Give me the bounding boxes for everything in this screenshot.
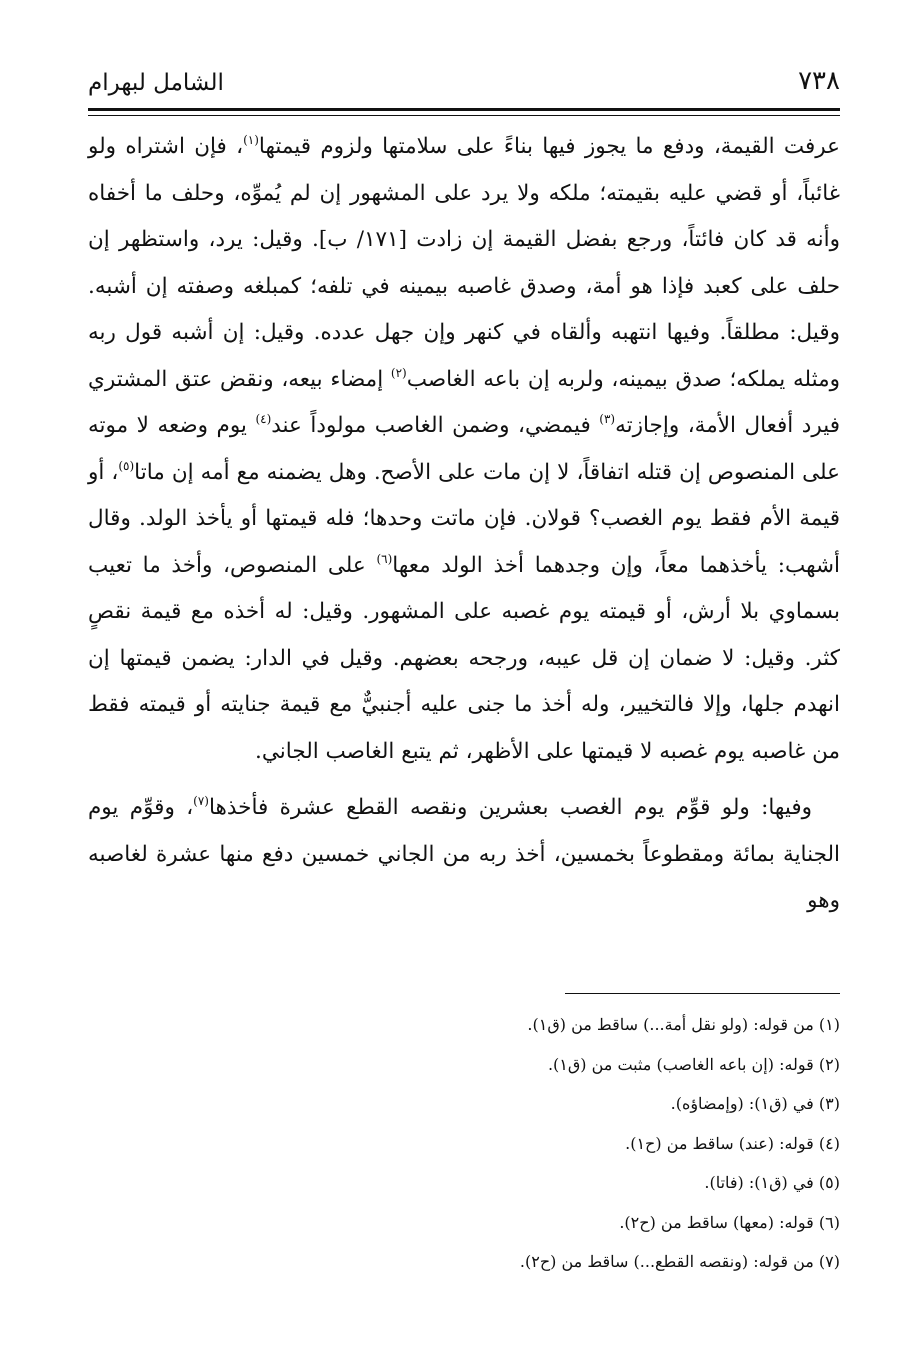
text-span: إمضاء بيعه، ونقض عتق المشتري فيرد أفعال الأمة، وإجازته bbox=[88, 366, 840, 438]
text-span: يوم وضعه لا موته على المنصوص إن قتله اتفاقاً، لا إن مات على الأصح. وهل يضمنه مع أمه إن ماتا bbox=[88, 413, 840, 485]
footnote-2: (٢) قوله: (إن باعه الغاصب) مثبت من (ق١). bbox=[547, 1054, 840, 1074]
footnote-marker-3: (٣) bbox=[599, 412, 616, 426]
footnote-separator bbox=[565, 993, 840, 994]
footnote-marker-4: (٤) bbox=[255, 412, 272, 426]
text-span: ، أو قيمة الأم فقط يوم الغصب؟ قولان. فإن ماتت وحدها؛ فله قيمتها أو يأخذ الولد. وقال أشهب: يأخذهما معاً، وإن وجدهما أخذ الولد معها bbox=[88, 459, 840, 578]
text-span: ، فإن اشتراه ولو غائباً، أو قضي عليه بقيمته؛ ملكه ولا يرد على المشهور إن لم يُموِّه، وحلف ما أخفاه وأنه قد كان فائتاً، ورجع بفضل القيمة إن زادت [١٧١/ ب]. وقيل: يرد، واستظهر إن حلف على كعبد فإذا هو أمة، وصدق غاصبه بيمينه في تلفه؛ كمبلغه وصفته إن أشبه. وقيل: مطلقاً. وفيها انتهبه وألقاه في كنهر وإن جهل عدده. وقيل: إن أشبه قول ربه ومثله يملكه؛ صدق بيمينه، ولربه إن باعه الغاصب bbox=[88, 134, 840, 392]
text-span: عرفت القيمة، ودفع ما يجوز فيها بناءً على سلامتها ولزوم قيمتها bbox=[258, 134, 840, 159]
footnote-6: (٦) قوله: (معها) ساقط من (ح٢). bbox=[619, 1212, 840, 1232]
footnote-marker-6: (٦) bbox=[376, 551, 393, 566]
footnote-7: (٧) من قوله: (ونقصه القطع...) ساقط من (ح٢). bbox=[519, 1252, 840, 1271]
footnote-4: (٤) قوله: (عند) ساقط من (ح١). bbox=[625, 1133, 840, 1153]
footnote-marker-2: (٢) bbox=[390, 365, 407, 380]
footnote-5: (٥) في (ق١): (فاتا). bbox=[704, 1173, 840, 1192]
text-span: وفيها: ولو قوِّم يوم الغصب بعشرين ونقصه القطع عشرة فأخذها bbox=[208, 795, 812, 820]
footnotes bbox=[88, 1005, 840, 1282]
paragraph-1 bbox=[88, 124, 840, 775]
footnote-1: (١) من قوله: (ولو نقل أمة...) ساقط من (ق١). bbox=[527, 1015, 840, 1034]
footnote-marker-1: (١) bbox=[243, 133, 259, 147]
footnote-marker-5: (٥) bbox=[118, 458, 135, 473]
paragraph-2 bbox=[88, 785, 840, 925]
text-span: ، وقوِّم يوم الجناية بمائة ومقطوعاً بخمسين، أخذ ربه من الجاني خمسين دفع منها عشرة لغاصبه وهو bbox=[88, 795, 840, 913]
running-title: الشامل لبهرام bbox=[88, 70, 224, 96]
footnote-3: (٣) في (ق١): (وإمضاؤه). bbox=[670, 1094, 840, 1113]
text-span: على المنصوص، وأخذ ما تعيب بسماوي بلا أرش، أو قيمته يوم غصبه على المشهور. وقيل: له أخذه مع قيمة نقصٍ كثر. وقيل: لا ضمان إن قل عيبه، ورجحه بعضهم. وقيل في الدار: يضمن قيمتها إن انهدم جلها، وإلا فالتخيير، وله أخذ ما جنى عليه أجنبيٌّ مع قيمة جنايته أو قيمته فقط من غاصبه يوم غصبه لا قيمتها على الأظهر، ثم يتبع الغاصب الجاني. bbox=[88, 552, 840, 764]
header-rule-thin bbox=[88, 115, 840, 116]
footnote-marker-7: (٧) bbox=[193, 794, 209, 808]
header-rule-thick bbox=[88, 108, 840, 111]
main-text bbox=[88, 124, 840, 925]
text-span: فيمضي، وضمن الغاصب مولوداً عند bbox=[271, 413, 600, 438]
page-header bbox=[88, 56, 840, 96]
page-number: ٧٣٨ bbox=[798, 66, 840, 96]
